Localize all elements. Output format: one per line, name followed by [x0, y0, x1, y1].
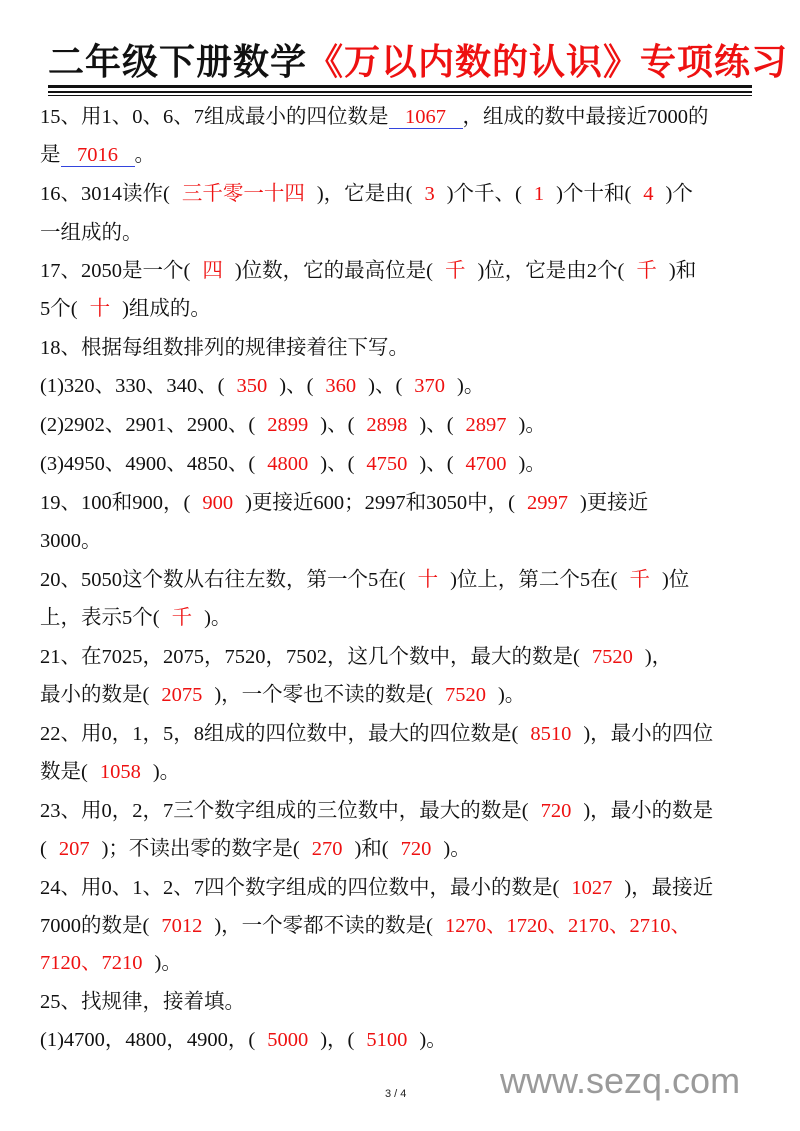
q20-text-a: 20、5050这个数从右往左数，第一个5在( [40, 569, 406, 591]
separator: 、 [426, 453, 447, 475]
q15-text-c: 是 [40, 144, 61, 166]
watermark: www.sezq.com [500, 1060, 741, 1101]
q15-answer-2: 7016 [61, 144, 135, 167]
q15-text-b: ，组成的数中最接近7000的 [462, 106, 709, 128]
q17-answer-4: 十 [89, 298, 111, 320]
q21-answer-3: 7520 [444, 684, 486, 706]
q25-answer-1: 5000 [267, 1029, 309, 1051]
q24-answer-1: 1027 [571, 877, 613, 899]
q20-answer-1: 十 [417, 569, 439, 591]
q19-text-a: 19、100和900，( [40, 492, 191, 514]
q18-row2-answer-3: 2897 [465, 414, 507, 436]
question-16-line-1 [40, 181, 693, 207]
title-highlight: 《万以内数的认识》专项练习 [307, 42, 789, 83]
q25-text-end: )。 [419, 1029, 447, 1051]
q22-answer-2: 1058 [99, 761, 141, 783]
separator: 、 [374, 375, 396, 397]
q23-text-f: )。 [443, 838, 471, 860]
question-24-line-2 [40, 913, 691, 939]
question-20-line-2 [40, 605, 231, 631]
q18-row2-answer-1: 2899 [267, 414, 309, 436]
q19-text-c: )更接近 [579, 492, 649, 514]
q17-text-d: )和 [668, 260, 697, 282]
separator: 、 [327, 414, 348, 436]
question-22-line-2 [40, 759, 180, 785]
question-18-row-2: (2)2902、2901、2900、( 2899 )、( 2898 )、( 2897 )。 [40, 414, 546, 436]
q23-text-c: ( [40, 838, 47, 860]
q23-answer-4: 720 [400, 838, 432, 860]
q22-text-c: 数是( [40, 761, 88, 783]
question-15-line-2 [40, 142, 155, 168]
q21-text-e: )。 [497, 684, 526, 706]
q25-text-mid: )，( [320, 1029, 355, 1051]
q17-answer-1: 四 [202, 260, 223, 282]
q17-answer-3: 千 [636, 260, 657, 282]
question-18-stem [40, 335, 409, 361]
q17-text-f: )组成的。 [122, 298, 211, 320]
q21-text-d: )，一个零也不读的数是( [214, 684, 433, 706]
question-17-line-1 [40, 258, 696, 284]
q24-text-b: )，最接近 [624, 877, 714, 899]
q24-answer-3-part-2: 7120、7210 [40, 952, 143, 974]
title-underline-thick [48, 85, 752, 88]
q18-row3-answer-1: 4800 [267, 453, 309, 475]
q24-text-d: )，一个零都不读的数是( [214, 915, 433, 937]
question-20-line-1 [40, 567, 689, 593]
q23-text-a: 23、用0，2，7三个数字组成的三位数中，最大的数是( [40, 800, 529, 822]
q24-text-e: )。 [154, 952, 182, 974]
q17-text-a: 17、2050是一个( [40, 260, 191, 282]
q18-stem-text: 18、根据每组数排列的规律接着往下写。 [40, 337, 409, 359]
question-25-row-1 [40, 1027, 447, 1053]
q18-row3-answer-2: 4750 [366, 453, 408, 475]
q16-text-d: )个十和( [556, 183, 632, 205]
end-mark: 。 [525, 453, 546, 475]
q23-text-e: )和( [354, 838, 389, 860]
q20-text-e: )。 [204, 607, 232, 629]
q22-text-a: 22、用0，1，5，8组成的四位数中，最大的四位数是( [40, 723, 519, 745]
end-mark: 。 [525, 414, 546, 436]
q18-row2-given: (2)2902、2901、2900、 [40, 414, 249, 436]
question-21-line-1 [40, 644, 672, 670]
q19-text-b: )更接近600；2997和3050中，( [245, 492, 515, 514]
question-21-line-2 [40, 682, 525, 708]
q24-text-c: 7000的数是( [40, 915, 150, 937]
q16-answer-2: 3 [424, 183, 435, 205]
separator: 、 [286, 375, 307, 397]
q23-answer-3: 270 [311, 838, 343, 860]
end-mark: 。 [463, 375, 485, 397]
q18-row1-given: (1)320、330、340、 [40, 375, 218, 397]
q23-answer-1: 720 [540, 800, 572, 822]
title-underline-thin-2 [48, 95, 752, 97]
page-number: 3 / 4 [385, 1088, 407, 1100]
q18-row1-answer-2: 360 [325, 375, 357, 397]
q21-text-c: 最小的数是( [40, 684, 150, 706]
q19-text-d: 3000。 [40, 530, 102, 552]
q18-row3-answer-3: 4700 [465, 453, 507, 475]
q15-answer-1: 1067 [389, 106, 463, 129]
q16-text-c: )个千、( [446, 183, 522, 205]
q15-text-a: 15、用1、0、6、7组成最小的四位数是 [40, 106, 389, 128]
question-17-line-2 [40, 296, 211, 322]
q20-text-d: 上，表示5个( [40, 607, 160, 629]
question-19-line-2 [40, 528, 102, 554]
q24-answer-3-part-1: 1270、1720、2170、2710、 [444, 915, 691, 937]
q17-answer-2: 千 [444, 260, 466, 282]
q18-row1-answer-3: 370 [414, 375, 446, 397]
q19-answer-2: 2997 [526, 492, 568, 514]
question-19-line-1 [40, 490, 648, 516]
title-underline-thin-1 [48, 91, 752, 93]
question-18-row-1: (1)320、330、340、( 350 )、( 360 )、( 370 )。 [40, 375, 485, 397]
q16-text-b: )，它是由( [316, 183, 413, 205]
q22-text-b: )，最小的四位 [583, 723, 714, 745]
q21-text-b: )， [644, 646, 673, 668]
question-16-line-2 [40, 220, 143, 246]
q18-row1-answer-1: 350 [236, 375, 268, 397]
q17-text-c: )位，它是由2个( [477, 260, 625, 282]
q20-text-c: )位 [661, 569, 690, 591]
q23-text-d: )；不读出零的数字是( [101, 838, 300, 860]
q20-text-b: )位上，第二个5在( [450, 569, 618, 591]
q15-text-d: 。 [134, 144, 155, 166]
q16-text-f: 一组成的。 [40, 222, 143, 244]
q21-answer-2: 2075 [161, 684, 203, 706]
q25-stem-text: 25、找规律，接着填。 [40, 991, 245, 1013]
separator: 、 [327, 453, 348, 475]
page-title [48, 40, 789, 86]
q16-answer-4: 4 [643, 183, 654, 205]
separator: 、 [426, 414, 447, 436]
q16-answer-3: 1 [533, 183, 545, 205]
question-22-line-1 [40, 721, 713, 747]
q17-text-b: )位数，它的最高位是( [234, 260, 433, 282]
title-prefix: 二年级下册数学 [48, 42, 308, 83]
q20-answer-2: 千 [629, 569, 650, 591]
q21-text-a: 21、在7025，2075，7520，7502，这几个数中，最大的数是( [40, 646, 580, 668]
question-24-line-1 [40, 875, 713, 901]
q18-row3-given: (3)4950、4900、4850、 [40, 453, 249, 475]
q24-answer-2: 7012 [161, 915, 203, 937]
q16-text-e: )个 [665, 183, 693, 205]
q22-text-d: )。 [152, 761, 181, 783]
question-15-line-1 [40, 104, 709, 130]
question-18-row-3: (3)4950、4900、4850、( 4800 )、( 4750 )、( 4700 )。 [40, 453, 546, 475]
question-24-line-3 [40, 950, 182, 976]
question-25-stem [40, 989, 245, 1015]
q17-text-e: 5个( [40, 298, 78, 320]
q20-answer-3: 千 [171, 607, 193, 629]
q18-row2-answer-2: 2898 [366, 414, 408, 436]
q25-row1-given: (1)4700，4800，4900，( [40, 1029, 256, 1051]
q16-answer-1: 三千零一十四 [181, 183, 305, 205]
q22-answer-1: 8510 [530, 723, 572, 745]
question-23-line-2 [40, 836, 471, 862]
q21-answer-1: 7520 [591, 646, 633, 668]
q16-text-a: 16、3014读作( [40, 183, 170, 205]
q24-text-a: 24、用0、1、2、7四个数字组成的四位数中，最小的数是( [40, 877, 560, 899]
question-23-line-1 [40, 798, 713, 824]
q25-answer-2: 5100 [366, 1029, 408, 1051]
q23-answer-2: 207 [58, 838, 90, 860]
q19-answer-1: 900 [202, 492, 234, 514]
q23-text-b: )，最小的数是 [583, 800, 714, 822]
